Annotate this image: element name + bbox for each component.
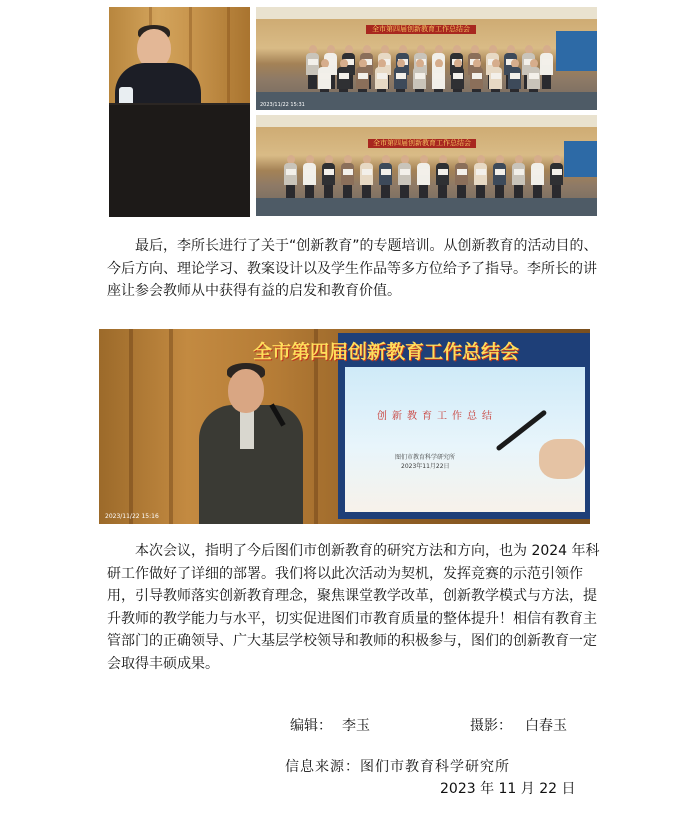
group-photo-person: [341, 155, 354, 199]
slide-title: 创新教育工作总结: [377, 411, 497, 422]
group-photo-person: [360, 155, 373, 199]
photographer-name: 白春玉: [525, 718, 567, 734]
slide-organization: 图们市教育科学研究所: [395, 454, 456, 461]
photo-lecture: [99, 329, 590, 524]
article-paragraph-2: 本次会议，指明了今后图们市创新教育的研究方法和方向，也为 2024 年科研工作做好了详细的部署。我们将以此次活动为契机，发挥竞赛的示范引领作用，引导教师落实创新教育理念，聚焦课堂教学改革，创新教学模式与方法，提升教师的教学能力与水平，切实促进图们市教育质量的整体提升！相信有教育主管部门的正确领导、广大基层学校领导和教师的积极参与，图们的创新教育一定会取得丰硕成果。: [107, 543, 600, 672]
publish-date: 2023 年 11 月 22 日: [440, 781, 576, 797]
editor-name: 李玉: [342, 718, 370, 734]
article-paragraph-1: 最后，李所长进行了关于“创新教育”的专题培训。从创新教育的活动目的、今后方向、理论学习、教案设计以及学生作品等多方位给予了指导。李所长的讲座让参会教师从中获得有益的启发和教育价值。: [107, 238, 598, 299]
group-banner-1: 全市第四届创新教育工作总结会: [366, 25, 476, 34]
photo-timestamp: 2023/11/22 15:16: [105, 513, 159, 520]
group-photo-person: [474, 155, 487, 199]
group-photo-person: [398, 155, 411, 199]
group-photo-person: [550, 155, 563, 199]
group-photo-person: [455, 155, 468, 199]
group-photo-person: [531, 155, 544, 199]
photo-speaker-at-podium: [109, 7, 250, 217]
group-photo-person: [284, 155, 297, 199]
photographer-label: 摄影：: [470, 718, 512, 734]
editor-label: 编辑：: [290, 718, 332, 734]
group-photo-person: [436, 155, 449, 199]
lecture-banner-title: 全市第四届创新教育工作总结会: [253, 341, 520, 363]
photo-group-award-2: [256, 115, 597, 216]
info-source: 信息来源：图们市教育科学研究所: [285, 759, 510, 775]
group-photo-person: [493, 155, 506, 199]
group-banner-2: 全市第四届创新教育工作总结会: [368, 139, 476, 148]
group-photo-person: [417, 155, 430, 199]
group-photo-person: [303, 155, 316, 199]
group-photo-timestamp-1: 2023/11/22 15:31: [260, 102, 305, 108]
photo-group-award-1: [256, 7, 597, 110]
group-photo-person: [322, 155, 335, 199]
group-photo-person: [512, 155, 525, 199]
slide-date: 2023年11月22日: [401, 463, 450, 470]
group-photo-person: [540, 45, 553, 89]
group-photo-person: [379, 155, 392, 199]
